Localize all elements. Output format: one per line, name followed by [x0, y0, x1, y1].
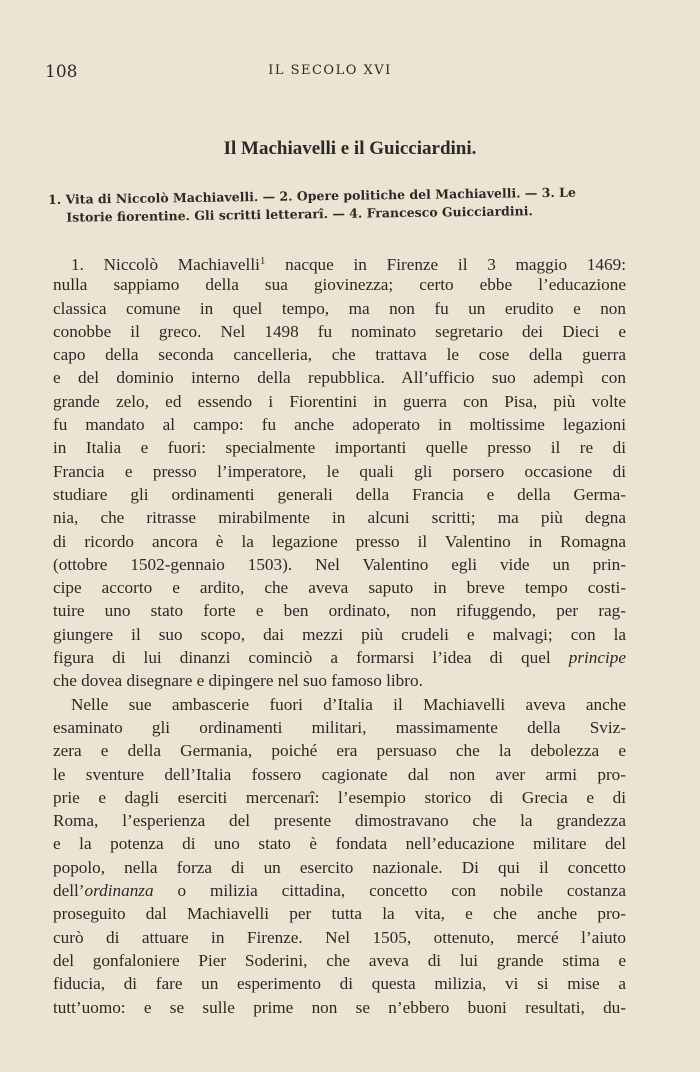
- chapter-title: Il Machiavelli e il Guicciardini.: [223, 138, 477, 159]
- italic-term: principe: [568, 648, 626, 668]
- text-segment: Nelle sue ambascerie fuori d’Italia il Machiavelli aveva anche: [71, 694, 626, 714]
- text-segment: che dovea disegnare e dipingere nel suo famoso libro.: [53, 671, 423, 691]
- text-segment: zera e della Germania, poiché era persuaso che la debolezza e: [53, 741, 626, 761]
- text-segment: classica comune in quel tempo, ma non fu un erudito e non: [53, 298, 626, 318]
- text-segment: o milizia cittadina, concetto con nobile costanza: [153, 881, 626, 901]
- body-text: [53, 250, 626, 1019]
- text-line: [53, 972, 626, 995]
- text-line: [53, 693, 626, 716]
- text-line: [53, 856, 626, 879]
- text-segment: e la potenza di uno stato è fondata nell’educazione militare del: [53, 834, 626, 854]
- text-line: [53, 460, 626, 483]
- text-segment: tuire uno stato forte e ben ordinato, non rifuggendo, per rag-: [53, 601, 626, 621]
- text-line: [53, 576, 626, 599]
- page-number: 108: [45, 62, 78, 82]
- text-line: [53, 623, 626, 646]
- text-line: [53, 879, 626, 902]
- text-segment: Francia e presso l’imperatore, le quali gli porsero occasione di: [53, 461, 626, 481]
- text-line: [53, 716, 626, 739]
- text-line: [53, 273, 626, 296]
- text-segment: esaminato gli ordinamenti militari, massimamente della Sviz-: [53, 717, 626, 737]
- paragraph: [53, 693, 626, 1019]
- running-head: IL SECOLO XVI: [268, 63, 392, 78]
- text-line: [53, 250, 626, 273]
- footnote-ref: 1: [259, 255, 266, 267]
- text-line: [53, 390, 626, 413]
- text-segment: giungere il suo scopo, dai mezzi più crudeli e malvagi; con la: [53, 624, 626, 644]
- summary-line: Istorie fiorentine. Gli scritti letterarî. — 4. Francesco Guicciardini.: [66, 203, 533, 225]
- text-segment: nacque in Firenze il 3 maggio 1469:: [265, 255, 626, 274]
- text-segment: popolo, nella forza di un esercito nazionale. Di qui il concetto: [53, 857, 626, 877]
- text-segment: nia, che ritrasse mirabilmente in alcuni scritti; ma più degna: [53, 508, 626, 528]
- text-line: [53, 949, 626, 972]
- text-segment: e del dominio interno della repubblica. All’ufficio suo adempì con: [53, 368, 626, 388]
- text-line: [53, 669, 626, 692]
- text-line: [53, 739, 626, 762]
- text-line: [53, 506, 626, 529]
- text-segment: proseguito dal Machiavelli per tutta la vita, e che anche pro-: [53, 904, 626, 924]
- text-segment: figura di lui dinanzi cominciò a formarsi l’idea di quel: [53, 648, 569, 668]
- text-segment: Roma, l’esperienza del presente dimostravano che la grandezza: [53, 811, 626, 831]
- text-line: [53, 530, 626, 553]
- text-segment: fu mandato al campo: fu anche adoperato in moltissime legazioni: [53, 415, 626, 435]
- text-segment: fiducia, di fare un esperimento di questa milizia, vi si mise a: [53, 974, 626, 994]
- text-segment: (ottobre 1502-gennaio 1503). Nel Valentino egli vide un prin-: [53, 554, 626, 574]
- text-line: [53, 809, 626, 832]
- text-line: [53, 436, 626, 459]
- text-segment: conobbe il greco. Nel 1498 fu nominato segretario dei Dieci e: [53, 321, 626, 341]
- text-segment: dell’: [53, 881, 85, 901]
- text-line: [53, 996, 626, 1019]
- text-segment: studiare gli ordinamenti generali della Francia e della Germa-: [53, 484, 626, 504]
- text-segment: in Italia e fuori: specialmente importanti quelle presso il re di: [53, 438, 626, 458]
- text-segment: grande zelo, ed essendo i Fiorentini in guerra con Pisa, più volte: [53, 391, 626, 411]
- text-segment: nulla sappiamo della sua giovinezza; certo ebbe l’educazione: [53, 275, 626, 295]
- text-line: [53, 320, 626, 343]
- text-line: [53, 553, 626, 576]
- text-line: [53, 343, 626, 366]
- text-segment: cipe accorto e ardito, che aveva saputo in breve tempo costi-: [53, 578, 626, 598]
- text-line: [53, 483, 626, 506]
- text-line: [53, 366, 626, 389]
- text-segment: prie e dagli eserciti mercenarî: l’esempio storico di Grecia e di: [53, 787, 626, 807]
- text-line: [53, 599, 626, 622]
- text-line: [53, 926, 626, 949]
- text-line: [53, 902, 626, 925]
- text-segment: tutt’uomo: e se sulle prime non se n’ebbero buoni resultati, du-: [53, 997, 626, 1017]
- text-segment: le sventure dell’Italia fossero cagionate dal non aver armi pro-: [53, 764, 626, 784]
- text-line: [53, 786, 626, 809]
- text-line: [53, 646, 626, 669]
- text-segment: capo della seconda cancelleria, che trattava le cose della guerra: [53, 345, 626, 365]
- text-segment: curò di attuare in Firenze. Nel 1505, ottenuto, mercé l’aiuto: [53, 927, 626, 947]
- paragraph: [53, 250, 626, 693]
- text-segment: 1. Niccolò Machiavelli: [71, 255, 260, 274]
- chapter-summary: [48, 183, 623, 227]
- text-line: [53, 832, 626, 855]
- text-line: [53, 297, 626, 320]
- summary-line: 1. Vita di Niccolò Machiavelli. — 2. Opere politiche del Machiavelli. — 3. Le: [48, 184, 576, 207]
- text-line: [53, 763, 626, 786]
- italic-term: ordinanza: [84, 881, 154, 901]
- text-line: [53, 413, 626, 436]
- text-segment: di ricordo ancora è la legazione presso il Valentino in Romagna: [53, 531, 626, 551]
- text-segment: del gonfaloniere Pier Soderini, che aveva di lui grande stima e: [53, 950, 626, 970]
